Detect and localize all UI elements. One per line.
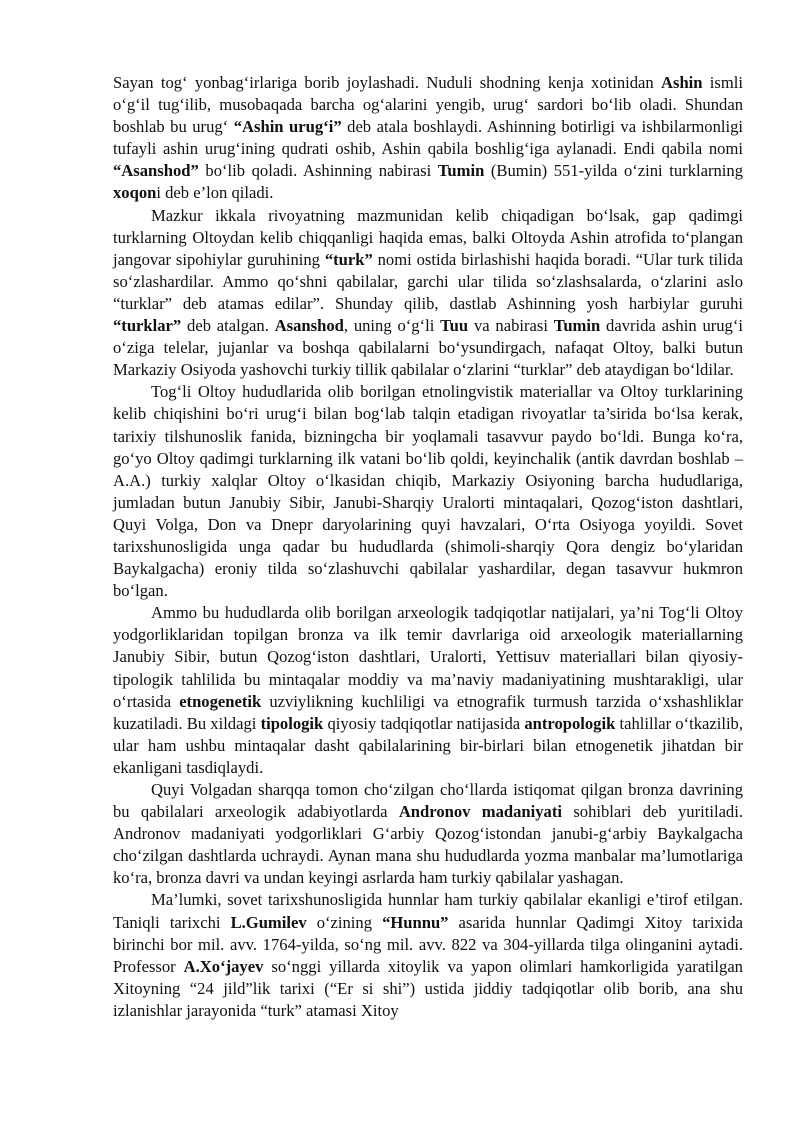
text-run: deb atalgan. xyxy=(181,316,275,336)
text-run: ismli o‘g‘il tug‘ilib, musobaqada barcha og‘alarini yengib, urug‘ sardori bo‘lib oladi. Shundan boshlab bu urug‘ xyxy=(113,73,743,137)
paragraph xyxy=(113,779,743,889)
paragraph xyxy=(113,205,743,382)
text-run: va nabirasi xyxy=(468,316,554,336)
text-run: uzviylikning kuchliligi va etnografik turmush tarzida o‘xshashliklar kuzatiladi. Bu xildagi xyxy=(113,691,744,733)
bold-term: “Ashin urug‘i” xyxy=(233,117,342,137)
paragraph xyxy=(113,602,743,779)
text-run: tahlillar o‘tkazilib, ular ham ushbu mintaqalar dasht qabilalarining bir-birlari bilan etnogenetik jihatdan bir ekanligani tasdiqlaydi. xyxy=(113,713,744,777)
text-run: Sayan tog‘ yonbag‘irlariga borib joylashadi. Nuduli shodning kenja xotinidan xyxy=(113,73,661,92)
bold-term: “turk” xyxy=(324,249,373,269)
bold-term: xoqon xyxy=(113,183,157,203)
bold-term: Tuu xyxy=(440,316,469,336)
paragraph xyxy=(113,381,743,602)
bold-term: Tumin xyxy=(553,316,601,336)
paragraph xyxy=(113,889,743,1022)
text-run: Ammo bu hududlarda olib borilgan arxeologik tadqiqotlar natijalari, ya’ni Tog‘li Oltoy yodgorliklaridan topilgan bronza va ilk temir davrlariga oid arxeologik materiallarning Janubiy Sibir, butun Qozog‘iston dashtlari, Uralorti, Yettisuv materiallari bilan qiyosiy-tipologik tahlilida bu mintaqalar moddiy va ma’naviy madaniyatining mushtarakligi, ular o‘rtasida xyxy=(113,603,743,711)
bold-term: antropologik xyxy=(524,713,616,733)
text-run: deb atala boshlaydi. Ashinning botirligi va ishbilarmonligi tufayli ashin urug‘ining qudrati oshib, Ashin qabila boshlig‘iga aylanadi. Endi qabila nomi xyxy=(113,117,743,159)
bold-term: Ashin xyxy=(661,73,703,92)
text-run: qiyosiy tadqiqotlar natijasida xyxy=(323,713,525,733)
document-page xyxy=(113,72,743,1022)
text-run: Ma’lumki, sovet tarixshunosligida hunnlar ham turkiy qabilalar ekanligi e’tirof etilgan. Taniqli tarixchi xyxy=(113,890,743,932)
text-run: (Bumin) 551-yilda o‘zini turklarning xyxy=(484,161,744,181)
text-run: Quyi Volgadan sharqqa tomon cho‘zilgan cho‘llarda istiqomat qilgan bronza davrining bu qabilalari arxeologik adabiyotlarda xyxy=(113,780,743,822)
bold-term: tipologik xyxy=(260,713,324,733)
bold-term: Andronov madaniyati xyxy=(398,802,562,822)
text-run: asarida hunnlar Qadimgi Xitoy tarixida birinchi bor mil. avv. 1764-yilda, so‘ng mil. avv. 822 va 304-yillarda tilga olinganini aytadi. Professor xyxy=(113,912,743,976)
text-run: bo‘lib qoladi. Ashinning nabirasi xyxy=(198,161,438,181)
text-run: , uning o‘g‘li xyxy=(343,316,441,336)
bold-term: “Asanshod” xyxy=(113,161,199,181)
text-run: nomi ostida birlashishi haqida boradi. “Ular turk tilida so‘zlashardilar. Ammo qo‘shni qabilalar, garchi ular tilida so‘zlashsalarda, o‘zlarini aslo “turklar” deb atamas edilar”. Shunday qilib, dastlab Ashinning yosh harbiylar guruhi xyxy=(113,249,743,313)
text-run: so‘nggi yillarda xitoylik va yapon olimlari hamkorligida yaratilgan Xitoyning “24 jild”lik tarixi (“Er si shi”) ustida jiddiy tadqiqotlar olib borib, ana shu izlanishlar jarayonida “turk” atamasi Xitoy xyxy=(113,956,743,1020)
bold-term: etnogenetik xyxy=(179,691,262,711)
bold-term: L.Gumilev xyxy=(230,912,307,932)
text-run: o‘zining xyxy=(306,912,383,932)
text-run: i deb e’lon qiladi. xyxy=(156,183,274,203)
bold-term: “turklar” xyxy=(113,316,182,336)
text-run: sohiblari deb yuritiladi. Andronov madaniyati yodgorliklari G‘arbiy Qozog‘istondan janubi-g‘arbiy Baykalgacha cho‘zilgan dashtlarda uchraydi. Aynan mana shu hududlarda yozma manbalar ma’lumotlariga ko‘ra, bronza davri va undan keyingi asrlarda ham turkiy qabilalar yashagan. xyxy=(113,802,743,888)
text-run: Tog‘li Oltoy hududlarida olib borilgan etnolingvistik materiallar va Oltoy turklarining kelib chiqishini bo‘ri urug‘i bilan bog‘lab talqin etadigan rivoyatlar ta’sirida bo‘lsa kerak, tarixiy tilshunoslik fanida, bizningcha bir yoqlamali tasavvur paydo bo‘ldi. Bunga ko‘ra, go‘yo Oltoy qadimgi turklarning ilk vatani bo‘lib qoldi, keyinchalik (antik davrdan boshlab – A.A.) turkiy xalqlar Oltoy o‘lkasidan chiqib, Markaziy Osiyoning barcha hududlariga, jumladan butun Janubiy Sibir, Janubi-Sharqiy Uralorti mintaqalari, Qozog‘iston dashtlari, Quyi Volga, Don va Dnepr daryolarining quyi havzalari, O‘rta Osiyoga yoyildi. Sovet tarixshunosligida unga qadar bu hududlarda (shimoli-sharqiy Qora dengiz bo‘ylaridan Baykalgacha) eroniy tilda so‘zlashuvchi qabilalar yashardilar, degan tasavvur hukmron bo‘lgan. xyxy=(113,382,743,601)
bold-term: Asanshod xyxy=(274,316,344,336)
bold-term: Tumin xyxy=(437,161,485,181)
text-run: davrida ashin urug‘i o‘ziga telelar, jujanlar va boshqa qabilalarni bo‘ysundirgach, nafaqat Oltoy, balki butun Markaziy Osiyoda yashovchi turkiy tillik qabilalar o‘zlarini “turklar” deb ataydigan bo‘ldilar. xyxy=(113,316,743,380)
bold-term: “Hunnu” xyxy=(382,912,449,932)
paragraph xyxy=(113,72,743,205)
bold-term: A.Xo‘jayev xyxy=(183,956,264,976)
text-run: Mazkur ikkala rivoyatning mazmunidan kelib chiqadigan bo‘lsak, gap qadimgi turklarning Oltoydan kelib chiqqanligi haqida emas, balki Oltoyda Ashin atrofida to‘plangan jangovar sipohiylar guruhining xyxy=(113,205,743,269)
